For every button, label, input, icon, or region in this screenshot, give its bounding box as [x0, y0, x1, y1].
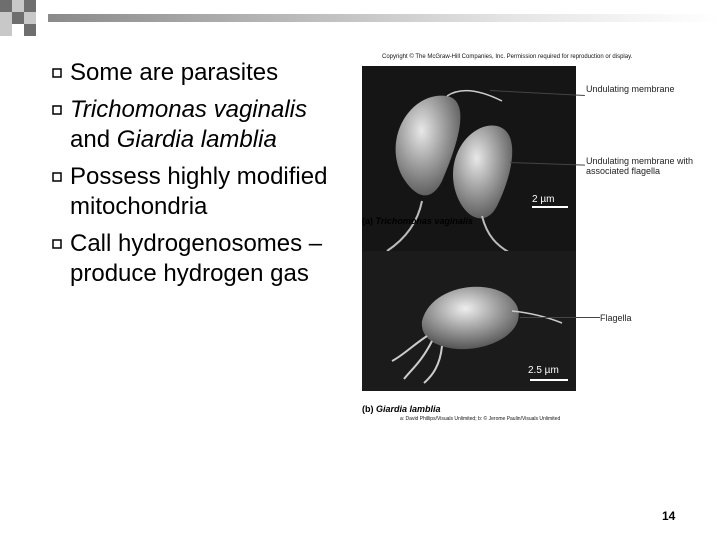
hollow-square-icon [52, 105, 62, 115]
header-gradient-bar [48, 14, 720, 22]
bullet-item [52, 95, 352, 155]
bullet-text: Some are parasites [70, 59, 279, 86]
label-flagella: Flagella [600, 313, 632, 323]
copyright-notice: Copyright © The McGraw-Hill Companies, Inc. Permission required for reproduction or display. [382, 54, 633, 60]
bullet-item [52, 162, 352, 222]
page-number: 14 [662, 509, 676, 523]
bullet-text: Giardia lamblia [116, 126, 277, 153]
bullet-item [52, 229, 352, 289]
bullet-text: Trichomonas vaginalis [70, 96, 307, 123]
hollow-square-icon [52, 172, 62, 182]
label-undulating-membrane: Undulating membrane [586, 84, 675, 94]
bullet-text: Call hydrogenosomes – produce hydrogen gas [70, 230, 323, 287]
bullet-list [52, 58, 352, 296]
caption-b: (b) Giardia lamblia [362, 404, 441, 414]
bullet-text: and [70, 126, 117, 153]
bullet-text: Possess highly modified mitochondria [70, 163, 328, 220]
hollow-square-icon [52, 239, 62, 249]
micrograph-figure [360, 54, 700, 429]
hollow-square-icon [52, 68, 62, 78]
bullet-item [52, 58, 352, 88]
caption-a: (a) Trichomonas vaginalis [362, 216, 473, 226]
photo-credit: a: David Phillips/Visuals Unlimited; b: © Jerome Paulin/Visuals Unlimited [400, 416, 561, 422]
giardia-micrograph [362, 251, 576, 391]
scale-label-a: 2 µm [532, 194, 555, 205]
leader-line [520, 317, 600, 318]
label-undulating-membrane-flagella: Undulating membrane with associated flagella [586, 156, 694, 176]
scale-label-b: 2.5 µm [528, 365, 559, 376]
